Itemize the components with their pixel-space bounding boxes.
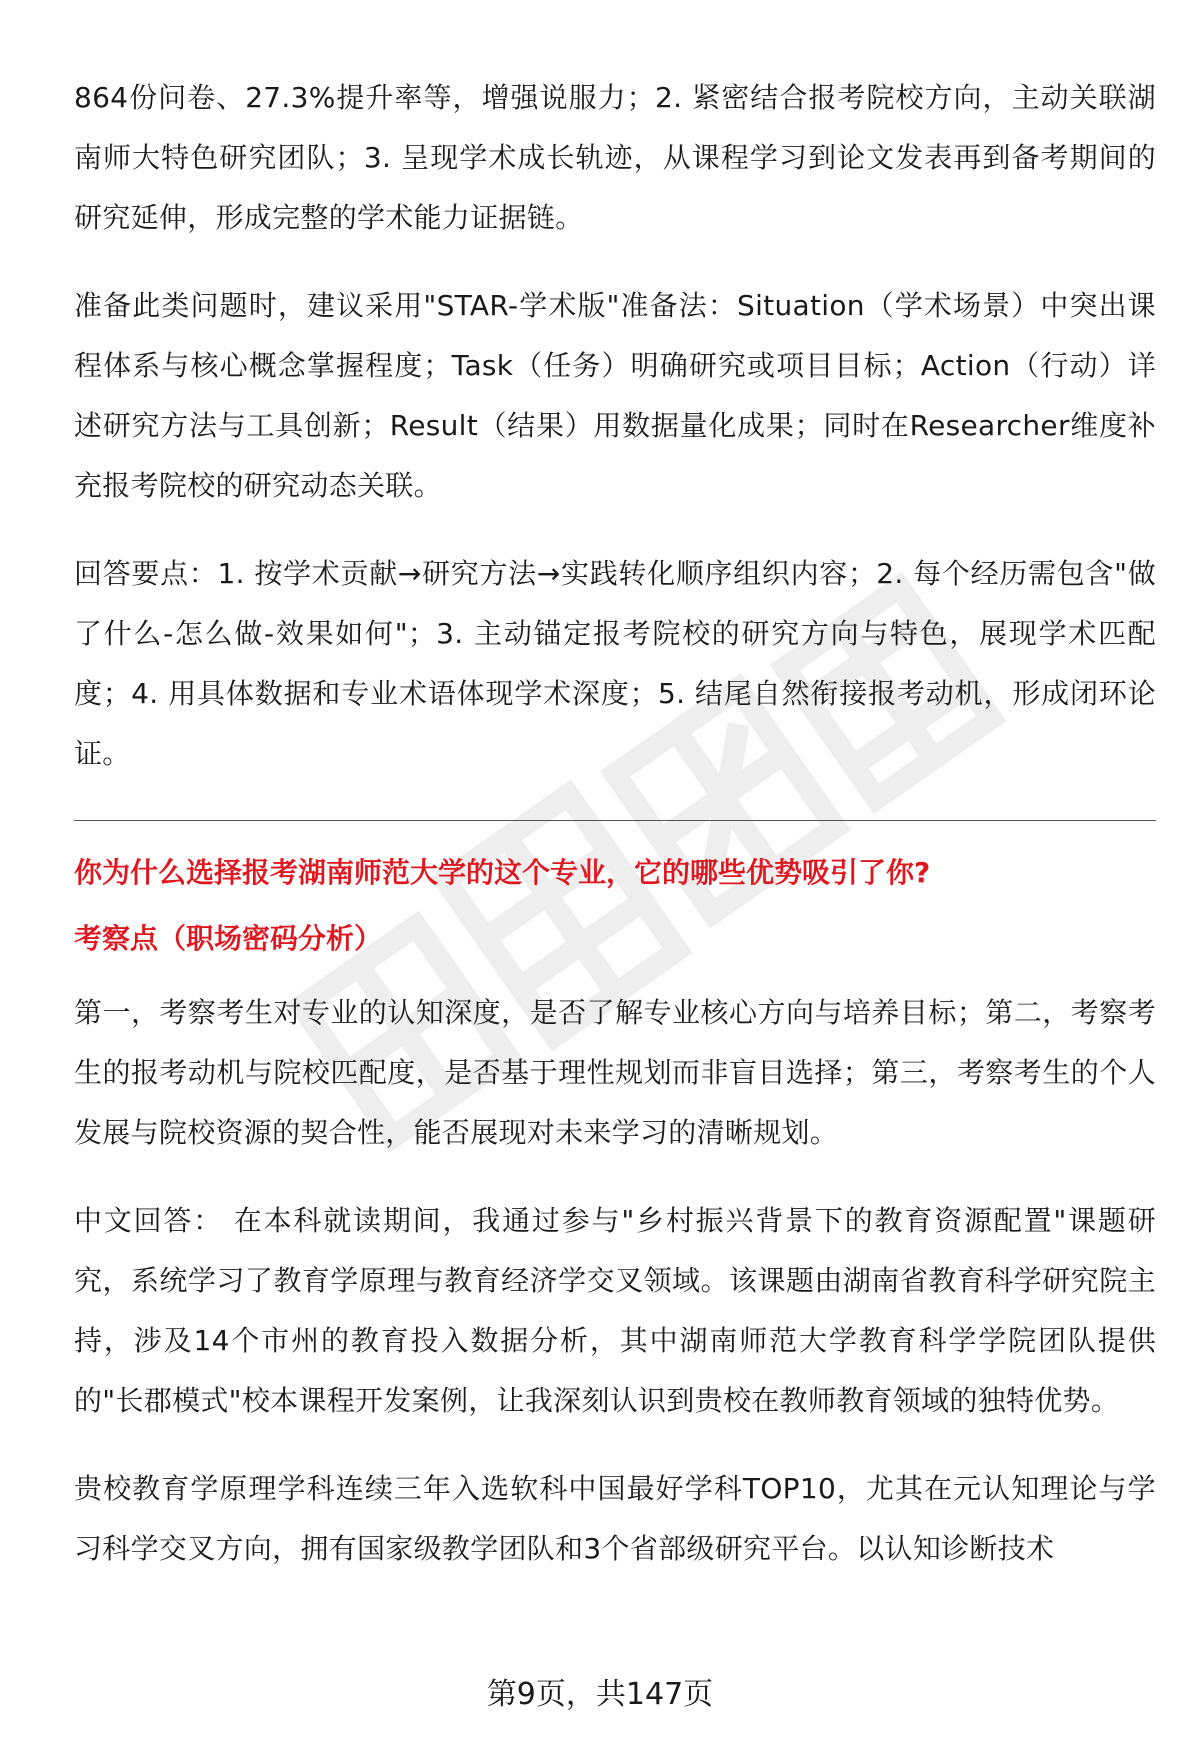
- document-page: [74, 68, 1156, 1607]
- section-label: 考察点（职场密码分析）: [74, 922, 383, 955]
- paragraph-chinese-answer: 中文回答： 在本科就读期间，我通过参与"乡村振兴背景下的教育资源配置"课题研究，系统学习了教育学原理与教育经济学交叉领域。该课题由湖南省教育科学研究院主持，涉及14个市州的教育投入数据分析，其中湖南师范大学教育科学学院团队提供的"长郡模式"校本课程开发案例，让我深刻认识到贵校在教师教育领域的独特优势。: [74, 1204, 1156, 1417]
- paragraph-answer-points: 回答要点：1. 按学术贡献→研究方法→实践转化顺序组织内容；2. 每个经历需包含"做了什么-怎么做-效果如何"；3. 主动锚定报考院校的研究方向与特色，展现学术匹配度；4. 用具体数据和专业术语体现学术深度；5. 结尾自然衔接报考动机，形成闭环论证。: [74, 557, 1156, 770]
- paragraph-school-advantages: 贵校教育学原理学科连续三年入选软科中国最好学科TOP10，尤其在元认知理论与学习科学交叉方向，拥有国家级教学团队和3个省部级研究平台。以认知诊断技术: [74, 1472, 1156, 1565]
- section-divider: [74, 820, 1156, 821]
- paragraph-star-method: 准备此类问题时，建议采用"STAR-学术版"准备法：Situation（学术场景）中突出课程体系与核心概念掌握程度；Task（任务）明确研究或项目目标；Action（行动）详述研究方法与工具创新；Result（结果）用数据量化成果；同时在Researcher维度补充报考院校的研究动态关联。: [74, 289, 1156, 502]
- question-heading: 你为什么选择报考湖南师范大学的这个专业，它的哪些优势吸引了你?: [74, 856, 931, 889]
- paragraph-assessment-points: 第一，考察考生对专业的认知深度，是否了解专业核心方向与培养目标；第二，考察考生的报考动机与院校匹配度，是否基于理性规划而非盲目选择；第三，考察考生的个人发展与院校资源的契合性，能否展现对未来学习的清晰规划。: [74, 996, 1156, 1149]
- page-number-footer: 第9页，共147页: [486, 1677, 714, 1712]
- paragraph-evidence-summary: 864份问卷、27.3%提升率等，增强说服力；2. 紧密结合报考院校方向，主动关联湖南师大特色研究团队；3. 呈现学术成长轨迹，从课程学习到论文发表再到备考期间的研究延伸，形成完整的学术能力证据链。: [74, 81, 1156, 234]
